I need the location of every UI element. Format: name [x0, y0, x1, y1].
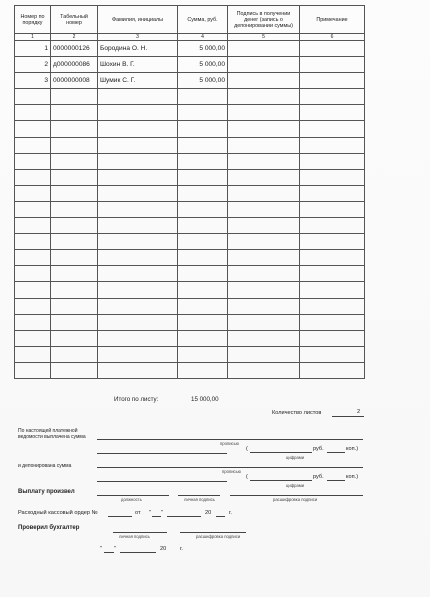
- empty-row: [15, 266, 365, 282]
- empty-cell: [300, 121, 365, 137]
- empty-cell: [98, 266, 178, 282]
- empty-cell: [51, 346, 98, 362]
- header-cell: Сумма, руб.: [178, 6, 228, 34]
- empty-cell: [228, 298, 300, 314]
- empty-cell: [300, 250, 365, 266]
- paren-open: (: [246, 474, 248, 480]
- empty-row: [15, 362, 365, 378]
- row-number: 1: [15, 41, 51, 57]
- empty-cell: [15, 282, 51, 298]
- column-number: 3: [98, 34, 178, 41]
- kop-line: [327, 452, 345, 453]
- empty-row: [15, 314, 365, 330]
- table-row: [15, 41, 365, 57]
- row-number: 3: [15, 73, 51, 89]
- empty-cell: [98, 121, 178, 137]
- year-line: [216, 516, 225, 517]
- empty-cell: [51, 282, 98, 298]
- empty-cell: [178, 282, 228, 298]
- employee-name: Шохин В. Г.: [98, 57, 178, 73]
- total-value: 15 000,00: [191, 396, 219, 403]
- empty-cell: [228, 234, 300, 250]
- empty-cell: [51, 201, 98, 217]
- empty-cell: [300, 185, 365, 201]
- empty-cell: [51, 250, 98, 266]
- signature-cell: [228, 57, 300, 73]
- signature-line: [178, 495, 220, 496]
- caption: должность: [121, 497, 142, 502]
- caption: прописью: [222, 469, 241, 474]
- paid-label: По настоящей платежной: [18, 428, 78, 434]
- empty-cell: [300, 105, 365, 121]
- empty-row: [15, 298, 365, 314]
- day-line: [152, 516, 161, 517]
- decoding-line: [230, 495, 363, 496]
- empty-cell: [228, 282, 300, 298]
- empty-cell: [228, 105, 300, 121]
- tab-number: 0000000008: [51, 73, 98, 89]
- employee-name: Бородина О. Н.: [98, 41, 178, 57]
- empty-cell: [15, 346, 51, 362]
- column-number: 2: [51, 34, 98, 41]
- empty-cell: [51, 185, 98, 201]
- empty-cell: [300, 218, 365, 234]
- sheets-label: Количество листов: [272, 410, 322, 416]
- empty-cell: [178, 105, 228, 121]
- paid-amount-line: [97, 439, 363, 440]
- deposited-label: и депонирована сумма: [18, 463, 72, 469]
- empty-row: [15, 105, 365, 121]
- rub-line: [250, 480, 312, 481]
- empty-cell: [228, 153, 300, 169]
- empty-cell: [15, 314, 51, 330]
- empty-cell: [178, 266, 228, 282]
- empty-cell: [178, 137, 228, 153]
- empty-cell: [51, 89, 98, 105]
- empty-cell: [178, 346, 228, 362]
- tab-number: д000000086: [51, 57, 98, 73]
- empty-row: [15, 169, 365, 185]
- header-row: [15, 6, 365, 34]
- empty-cell: [228, 169, 300, 185]
- year-prefix: 20: [205, 510, 212, 516]
- empty-cell: [98, 153, 178, 169]
- header-cell: Примечание: [300, 6, 365, 34]
- empty-cell: [228, 185, 300, 201]
- deposited-line: [97, 467, 363, 468]
- column-number: 6: [300, 34, 365, 41]
- signature-cell: [228, 41, 300, 57]
- empty-cell: [51, 218, 98, 234]
- total-label: Итого по листу:: [114, 396, 159, 403]
- empty-row: [15, 121, 365, 137]
- empty-cell: [300, 137, 365, 153]
- header-cell: Номер по порядку: [15, 6, 51, 34]
- empty-cell: [178, 121, 228, 137]
- empty-cell: [98, 298, 178, 314]
- empty-cell: [98, 89, 178, 105]
- kop-line: [327, 480, 345, 481]
- empty-cell: [98, 185, 178, 201]
- empty-cell: [300, 266, 365, 282]
- empty-cell: [228, 266, 300, 282]
- empty-cell: [15, 105, 51, 121]
- empty-cell: [51, 314, 98, 330]
- header-cell: Табельный номер: [51, 6, 98, 34]
- deposited-line: [97, 481, 227, 482]
- empty-row: [15, 218, 365, 234]
- empty-cell: [300, 201, 365, 217]
- order-label: Расходный кассовый ордер №: [18, 510, 98, 516]
- payout-label: Выплату произвел: [18, 489, 75, 495]
- empty-cell: [300, 330, 365, 346]
- year-suffix: г.: [229, 510, 232, 516]
- quote: ": [161, 510, 163, 516]
- table-row: [15, 73, 365, 89]
- empty-cell: [51, 330, 98, 346]
- checked-label: Проверил бухгалтер: [18, 525, 80, 531]
- empty-cell: [178, 201, 228, 217]
- empty-cell: [98, 105, 178, 121]
- column-number-row: [15, 34, 365, 41]
- empty-cell: [15, 153, 51, 169]
- empty-row: [15, 137, 365, 153]
- caption: личная подпись: [119, 534, 150, 539]
- empty-cell: [300, 89, 365, 105]
- empty-cell: [300, 346, 365, 362]
- paren-open: (: [246, 446, 248, 452]
- caption: личная подпись: [184, 497, 215, 502]
- rub-label: руб.: [313, 474, 324, 480]
- empty-row: [15, 346, 365, 362]
- empty-cell: [98, 330, 178, 346]
- empty-cell: [98, 362, 178, 378]
- row-number: 2: [15, 57, 51, 73]
- empty-cell: [228, 250, 300, 266]
- empty-row: [15, 153, 365, 169]
- empty-cell: [300, 153, 365, 169]
- signature-cell: [228, 73, 300, 89]
- empty-cell: [178, 362, 228, 378]
- sheets-line: [332, 416, 364, 417]
- payroll-table: [14, 5, 365, 379]
- empty-cell: [15, 137, 51, 153]
- tab-number: 0000000126: [51, 41, 98, 57]
- month-line: [120, 552, 156, 553]
- empty-cell: [178, 185, 228, 201]
- empty-cell: [178, 330, 228, 346]
- accountant-decoding-line: [180, 532, 246, 533]
- empty-cell: [178, 234, 228, 250]
- empty-row: [15, 201, 365, 217]
- table-row: [15, 57, 365, 73]
- empty-cell: [15, 89, 51, 105]
- year-suffix: г.: [180, 546, 183, 552]
- column-number: 5: [228, 34, 300, 41]
- empty-cell: [178, 298, 228, 314]
- empty-cell: [51, 105, 98, 121]
- day-line: [104, 552, 114, 553]
- empty-cell: [51, 169, 98, 185]
- empty-row: [15, 250, 365, 266]
- empty-cell: [178, 89, 228, 105]
- empty-cell: [300, 298, 365, 314]
- empty-cell: [51, 137, 98, 153]
- year-prefix: 20: [160, 546, 167, 552]
- empty-cell: [228, 314, 300, 330]
- month-line: [167, 516, 201, 517]
- empty-cell: [15, 169, 51, 185]
- empty-cell: [15, 298, 51, 314]
- header-cell: Фамилия, инициалы: [98, 6, 178, 34]
- rub-label: руб.: [313, 446, 324, 452]
- order-from: от: [135, 510, 141, 516]
- empty-cell: [228, 362, 300, 378]
- kop-label: коп.): [346, 474, 359, 480]
- empty-row: [15, 282, 365, 298]
- empty-cell: [98, 218, 178, 234]
- empty-cell: [98, 169, 178, 185]
- empty-cell: [98, 250, 178, 266]
- empty-cell: [178, 169, 228, 185]
- note-cell: [300, 73, 365, 89]
- empty-cell: [228, 137, 300, 153]
- empty-cell: [98, 314, 178, 330]
- empty-cell: [15, 362, 51, 378]
- caption: цифрами: [286, 455, 305, 460]
- position-line: [97, 495, 169, 496]
- sheets-value: 2: [357, 409, 361, 415]
- empty-cell: [98, 137, 178, 153]
- empty-cell: [98, 234, 178, 250]
- note-cell: [300, 57, 365, 73]
- empty-row: [15, 89, 365, 105]
- empty-cell: [15, 185, 51, 201]
- empty-row: [15, 234, 365, 250]
- caption: расшифровка подписи: [196, 534, 241, 539]
- empty-cell: [178, 153, 228, 169]
- sum-cell: 5 000,00: [178, 73, 228, 89]
- quote: ": [114, 546, 116, 552]
- note-cell: [300, 41, 365, 57]
- empty-cell: [15, 218, 51, 234]
- sum-cell: 5 000,00: [178, 41, 228, 57]
- empty-cell: [300, 169, 365, 185]
- empty-cell: [300, 314, 365, 330]
- paid-label: ведомости выплачена сумма: [18, 434, 86, 440]
- empty-cell: [300, 282, 365, 298]
- accountant-signature-line: [113, 532, 167, 533]
- empty-cell: [15, 234, 51, 250]
- employee-name: Шумик С. Г.: [98, 73, 178, 89]
- kop-label: коп.): [346, 446, 359, 452]
- empty-cell: [98, 346, 178, 362]
- quote: ": [149, 510, 151, 516]
- empty-cell: [228, 346, 300, 362]
- column-number: 1: [15, 34, 51, 41]
- caption: цифрами: [286, 483, 305, 488]
- rub-line: [250, 452, 312, 453]
- paid-amount-line: [97, 453, 227, 454]
- order-number-line: [108, 516, 132, 517]
- empty-cell: [178, 250, 228, 266]
- empty-cell: [15, 250, 51, 266]
- empty-cell: [51, 153, 98, 169]
- empty-cell: [178, 314, 228, 330]
- empty-cell: [98, 201, 178, 217]
- empty-cell: [300, 234, 365, 250]
- empty-row: [15, 185, 365, 201]
- empty-cell: [15, 121, 51, 137]
- empty-cell: [51, 121, 98, 137]
- empty-cell: [178, 218, 228, 234]
- empty-cell: [51, 234, 98, 250]
- column-number: 4: [178, 34, 228, 41]
- empty-cell: [228, 201, 300, 217]
- empty-cell: [228, 89, 300, 105]
- empty-cell: [228, 121, 300, 137]
- empty-cell: [51, 266, 98, 282]
- empty-cell: [15, 330, 51, 346]
- empty-cell: [228, 218, 300, 234]
- empty-cell: [300, 362, 365, 378]
- empty-cell: [228, 330, 300, 346]
- quote: ": [100, 546, 102, 552]
- caption: прописью: [220, 441, 239, 446]
- sum-cell: 5 000,00: [178, 57, 228, 73]
- empty-cell: [51, 362, 98, 378]
- caption: расшифровка подписи: [273, 497, 318, 502]
- header-cell: Подпись в получении денег (запись о депонировании суммы): [228, 6, 300, 34]
- empty-cell: [98, 282, 178, 298]
- empty-cell: [15, 266, 51, 282]
- empty-row: [15, 330, 365, 346]
- empty-cell: [51, 298, 98, 314]
- empty-cell: [15, 201, 51, 217]
